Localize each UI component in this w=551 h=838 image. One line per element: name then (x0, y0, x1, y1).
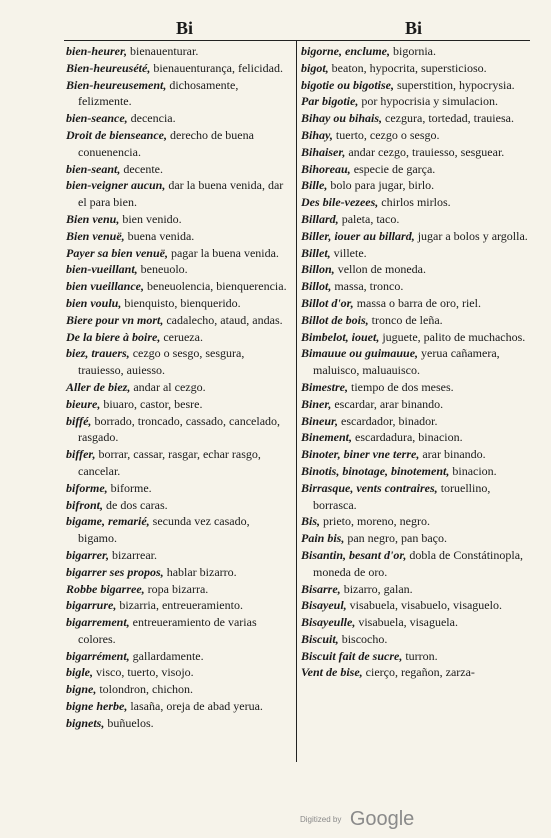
entry-definition: dar la buena venida, dar el para bien. (78, 178, 284, 210)
entry-headword: Des bile-vezees, (301, 195, 379, 210)
dictionary-entry (301, 245, 531, 262)
entry-definition: pan negro, pan baço. (344, 531, 447, 546)
entry-definition: bien venido. (119, 211, 182, 226)
entry-definition: bienauenturar. (127, 44, 199, 58)
entry-definition: pagar la buena venida. (167, 245, 279, 260)
dictionary-entry (66, 177, 290, 211)
entry-definition: buena venida. (124, 228, 195, 243)
entry-headword: bigarrer, (66, 547, 110, 562)
entry-headword: Billot de bois, (301, 312, 369, 327)
entry-headword: Binement, (301, 430, 353, 445)
entry-definition: dobla de Constátinopla, moneda de oro. (313, 547, 524, 579)
entry-headword: bigle, (66, 665, 93, 680)
dictionary-entry (66, 228, 290, 245)
entry-definition: toruellino, borrasca. (313, 480, 491, 512)
dictionary-entry (66, 278, 290, 295)
entry-definition: villete. (330, 245, 367, 260)
dictionary-entry (66, 60, 290, 77)
entry-definition: lasaña, oreja de abad yerua. (127, 699, 263, 714)
dictionary-entry (66, 43, 290, 60)
dictionary-entry (301, 211, 531, 228)
entry-headword: bigarrément, (66, 648, 130, 663)
entry-headword: Bien-heureusété, (66, 60, 151, 75)
entry-headword: Bisayeul, (301, 598, 347, 613)
entry-definition: paleta, taco. (338, 211, 400, 226)
entry-headword: Bisantin, besant d'or, (301, 547, 407, 562)
entry-definition: bizarrear. (109, 547, 157, 562)
entry-headword: Billot d'or, (301, 295, 354, 310)
dictionary-entry (66, 329, 290, 346)
dictionary-entry (66, 295, 290, 312)
entry-headword: bigame, remarié, (66, 514, 150, 529)
entry-headword: Bis, (301, 514, 321, 529)
entry-definition: decencia. (127, 111, 176, 126)
running-header (0, 18, 551, 40)
dictionary-entry (66, 547, 290, 564)
dictionary-entry (301, 446, 531, 463)
entry-headword: Billon, (301, 262, 335, 277)
entry-headword: Aller de biez, (66, 379, 131, 394)
entry-headword: biffer, (66, 447, 96, 462)
entry-headword: Bien venu, (66, 211, 120, 226)
entry-headword: Bimauue ou guimauue, (301, 346, 419, 361)
entry-headword: Biller, iouer au billard, (301, 228, 415, 243)
entry-definition: dichosamente, felizmente. (78, 77, 239, 109)
entry-definition: juguete, palito de muchachos. (379, 329, 526, 344)
entry-headword: Biner, (301, 396, 332, 411)
entry-headword: bigot, (301, 60, 329, 75)
entry-headword: Biscuit fait de sucre, (301, 648, 403, 663)
dictionary-entry (66, 161, 290, 178)
entry-headword: biffé, (66, 413, 92, 428)
entry-definition: biforme. (107, 480, 152, 495)
entry-definition: binacion. (449, 463, 497, 478)
entry-headword: bigotie ou bigotise, (301, 77, 394, 92)
dictionary-entry (301, 329, 531, 346)
entry-definition: beaton, hypocrita, supersticioso. (328, 60, 487, 75)
entry-headword: Vent de bise, (301, 665, 363, 680)
entry-headword: bien vueillance, (66, 279, 144, 294)
entry-headword: Robbe bigarree, (66, 581, 145, 596)
dictionary-entry (301, 144, 531, 161)
dictionary-entry (301, 463, 531, 480)
entry-headword: Bihay ou bihais, (301, 111, 383, 126)
dictionary-entry (66, 614, 290, 648)
entry-definition: massa o barra de oro, riel. (353, 295, 481, 310)
dictionary-entry (66, 446, 290, 480)
header-left: Bi (176, 18, 194, 38)
dictionary-entry (301, 648, 531, 665)
entry-headword: De la biere à boire, (66, 329, 161, 344)
dictionary-entry (66, 345, 290, 379)
entry-definition: prieto, moreno, negro. (320, 514, 430, 529)
entry-definition: borrado, troncado, cassado, cancelado, rasgado. (78, 413, 281, 445)
dictionary-entry (66, 261, 290, 278)
entry-headword: Bihay, (301, 127, 333, 142)
entry-headword: Bisarre, (301, 581, 341, 596)
digitized-footer (300, 808, 414, 831)
entry-headword: bien-heurer, (66, 44, 128, 58)
entry-headword: Droit de bienseance, (66, 127, 167, 142)
dictionary-entry (66, 245, 290, 262)
entry-definition: andar cezgo, trauiesso, sesguear. (345, 144, 505, 159)
dictionary-entry (301, 228, 531, 245)
dictionary-entry (301, 194, 531, 211)
entry-definition: borrar, cassar, rasgar, echar rasgo, cancelar. (78, 447, 261, 478)
entry-definition: decente. (120, 161, 163, 176)
dictionary-entry (301, 530, 531, 547)
entry-definition: ropa bizarra. (144, 581, 209, 596)
entry-definition: arar binando. (419, 447, 486, 462)
dictionary-entry (66, 77, 290, 111)
google-watermark: Google (349, 808, 415, 830)
dictionary-entry (66, 211, 290, 228)
entry-definition: por hypocrisia y simulacion. (358, 94, 498, 109)
entry-headword: Par bigotie, (301, 94, 359, 109)
dictionary-entry (301, 597, 531, 614)
entry-headword: bigarrure, (66, 598, 117, 613)
dictionary-entry (66, 513, 290, 547)
dictionary-entry (66, 664, 290, 681)
entry-headword: bigarrer ses propos, (66, 564, 164, 579)
entry-definition: escardador, binador. (338, 413, 438, 428)
dictionary-entry (301, 513, 531, 530)
entry-definition: massa, tronco. (331, 279, 404, 294)
entry-headword: Biere pour vn mort, (66, 312, 164, 327)
dictionary-entry (66, 698, 290, 715)
entry-headword: bigorne, enclume, (301, 44, 390, 58)
entry-headword: bien-vueillant, (66, 262, 138, 277)
dictionary-entry (66, 379, 290, 396)
entry-headword: Birrasque, vents contraires, (301, 480, 438, 495)
dictionary-entry (301, 581, 531, 598)
entry-definition: tolondron, chichon. (96, 682, 193, 697)
entry-definition: bienquisto, bienquerido. (121, 295, 241, 310)
entry-headword: Binotis, binotage, binotement, (301, 463, 450, 478)
entry-definition: gallardamente. (129, 648, 204, 663)
entry-definition: visco, tuerto, visojo. (93, 665, 194, 680)
entry-definition: cezgo o sesgo, sesgura, trauiesso, auiesso. (78, 346, 245, 378)
dictionary-entry (66, 110, 290, 127)
entry-headword: Bimbelot, iouet, (301, 329, 380, 344)
entry-definition: chirlos mirlos. (378, 195, 451, 210)
entry-definition: visabuela, visabuelo, visaguelo. (346, 598, 502, 613)
entry-definition: escardar, arar binando. (331, 396, 444, 411)
entry-definition: bigornia. (390, 44, 436, 58)
entry-definition: cierço, regañon, zarza- (362, 665, 475, 680)
right-column (301, 43, 531, 681)
dictionary-entry (301, 177, 531, 194)
entry-headword: Billot, (301, 279, 332, 294)
entry-headword: Bineur, (301, 413, 339, 428)
dictionary-entry (301, 547, 531, 581)
dictionary-entry (301, 631, 531, 648)
entry-headword: Pain bis, (301, 531, 345, 546)
entry-headword: bien-seance, (66, 111, 128, 126)
dictionary-entry (66, 127, 290, 161)
entry-definition: beneuolo. (137, 262, 188, 277)
entry-headword: biez, trauers, (66, 346, 130, 361)
dictionary-entry (66, 564, 290, 581)
dictionary-entry (301, 278, 531, 295)
dictionary-entry (301, 312, 531, 329)
entry-definition: especie de garça. (350, 161, 436, 176)
entry-definition: jugar a bolos y argolla. (414, 228, 528, 243)
entry-definition: superstition, hypocrysia. (394, 77, 515, 92)
entry-headword: Bisayeulle, (301, 615, 356, 630)
entry-definition: derecho de buena conuenencia. (78, 127, 254, 159)
entry-headword: bien-veigner aucun, (66, 178, 166, 193)
entry-definition: visabuela, visaguela. (355, 615, 458, 630)
dictionary-entry (66, 396, 290, 413)
entry-definition: secunda vez casado, bigamo. (78, 514, 250, 546)
entry-headword: Bihaiser, (301, 144, 346, 159)
dictionary-entry (301, 43, 531, 60)
entry-definition: beneuolencia, bienquerencia. (144, 279, 287, 294)
dictionary-entry (66, 597, 290, 614)
entry-headword: Biscuit, (301, 631, 339, 646)
header-right: Bi (405, 18, 423, 38)
entry-definition: tiempo de dos meses. (348, 379, 454, 394)
entry-definition: biscocho. (338, 631, 388, 646)
dictionary-entry (66, 413, 290, 447)
dictionary-entry (66, 715, 290, 732)
dictionary-entry (301, 77, 531, 94)
entry-definition: turron. (402, 648, 438, 663)
digitized-text: Digitized by (300, 815, 342, 824)
entry-headword: Binoter, biner vne terre, (301, 447, 420, 462)
entry-headword: Bimestre, (301, 379, 348, 394)
dictionary-entry (301, 379, 531, 396)
entry-definition: hablar bizarro. (163, 564, 237, 579)
dictionary-entry (301, 261, 531, 278)
entry-definition: tronco de leña. (368, 312, 443, 327)
entry-definition: vellon de moneda. (334, 262, 426, 277)
dictionary-entry (66, 312, 290, 329)
entry-headword: bien voulu, (66, 295, 122, 310)
header-rule (64, 40, 530, 41)
dictionary-entry (301, 345, 531, 379)
entry-definition: escardadura, binacion. (352, 430, 463, 445)
entry-headword: Bihoreau, (301, 161, 351, 176)
dictionary-entry (301, 93, 531, 110)
entry-definition: biuaro, castor, besre. (100, 396, 203, 411)
entry-definition: yerua cañamera, maluisco, maluauisco. (313, 346, 500, 378)
dictionary-entry (301, 413, 531, 430)
entry-definition: buñuelos. (104, 715, 154, 730)
entry-definition: tuerto, cezgo o sesgo. (332, 127, 440, 142)
dictionary-entry (301, 664, 531, 681)
entry-definition: de dos caras. (103, 497, 168, 512)
left-column (66, 43, 290, 732)
entry-definition: bizarro, galan. (340, 581, 413, 596)
entry-headword: Billard, (301, 211, 339, 226)
dictionary-entry (301, 295, 531, 312)
entry-headword: bien-seant, (66, 161, 121, 176)
entry-headword: Payer sa bien venuë, (66, 245, 168, 260)
dictionary-entry (301, 396, 531, 413)
dictionary-entry (301, 480, 531, 514)
dictionary-entry (66, 480, 290, 497)
dictionary-entry (301, 429, 531, 446)
entry-definition: cerueza. (160, 329, 203, 344)
entry-headword: bieure, (66, 396, 101, 411)
entry-headword: Billet, (301, 245, 331, 260)
dictionary-entry (301, 161, 531, 178)
dictionary-entry (66, 581, 290, 598)
entry-definition: cezgura, tortedad, trauiesa. (382, 111, 514, 126)
dictionary-entry (301, 614, 531, 631)
dictionary-entry (66, 648, 290, 665)
dictionary-entry (301, 127, 531, 144)
dictionary-entry (66, 681, 290, 698)
entry-definition: cadalecho, ataud, andas. (163, 312, 283, 327)
entry-definition: bolo para jugar, birlo. (327, 178, 435, 193)
entry-definition: bizarria, entreueramiento. (116, 598, 243, 613)
entry-definition: entreueramiento de varias colores. (78, 615, 257, 646)
entry-definition: andar al cezgo. (130, 379, 206, 394)
entry-headword: Bien venuë, (66, 228, 125, 243)
entry-headword: Bien-heureusement, (66, 77, 167, 92)
dictionary-entry (301, 60, 531, 77)
entry-headword: biforme, (66, 480, 108, 495)
entry-headword: bifront, (66, 497, 104, 512)
entry-headword: bigarrement, (66, 615, 130, 630)
entry-headword: Bille, (301, 178, 328, 193)
entry-headword: bigne, (66, 682, 97, 697)
entry-definition: bienauenturança, felicidad. (150, 60, 283, 75)
entry-headword: bigne herbe, (66, 699, 128, 714)
dictionary-entry (301, 110, 531, 127)
entry-headword: bignets, (66, 715, 105, 730)
column-divider (296, 40, 297, 762)
dictionary-entry (66, 497, 290, 514)
